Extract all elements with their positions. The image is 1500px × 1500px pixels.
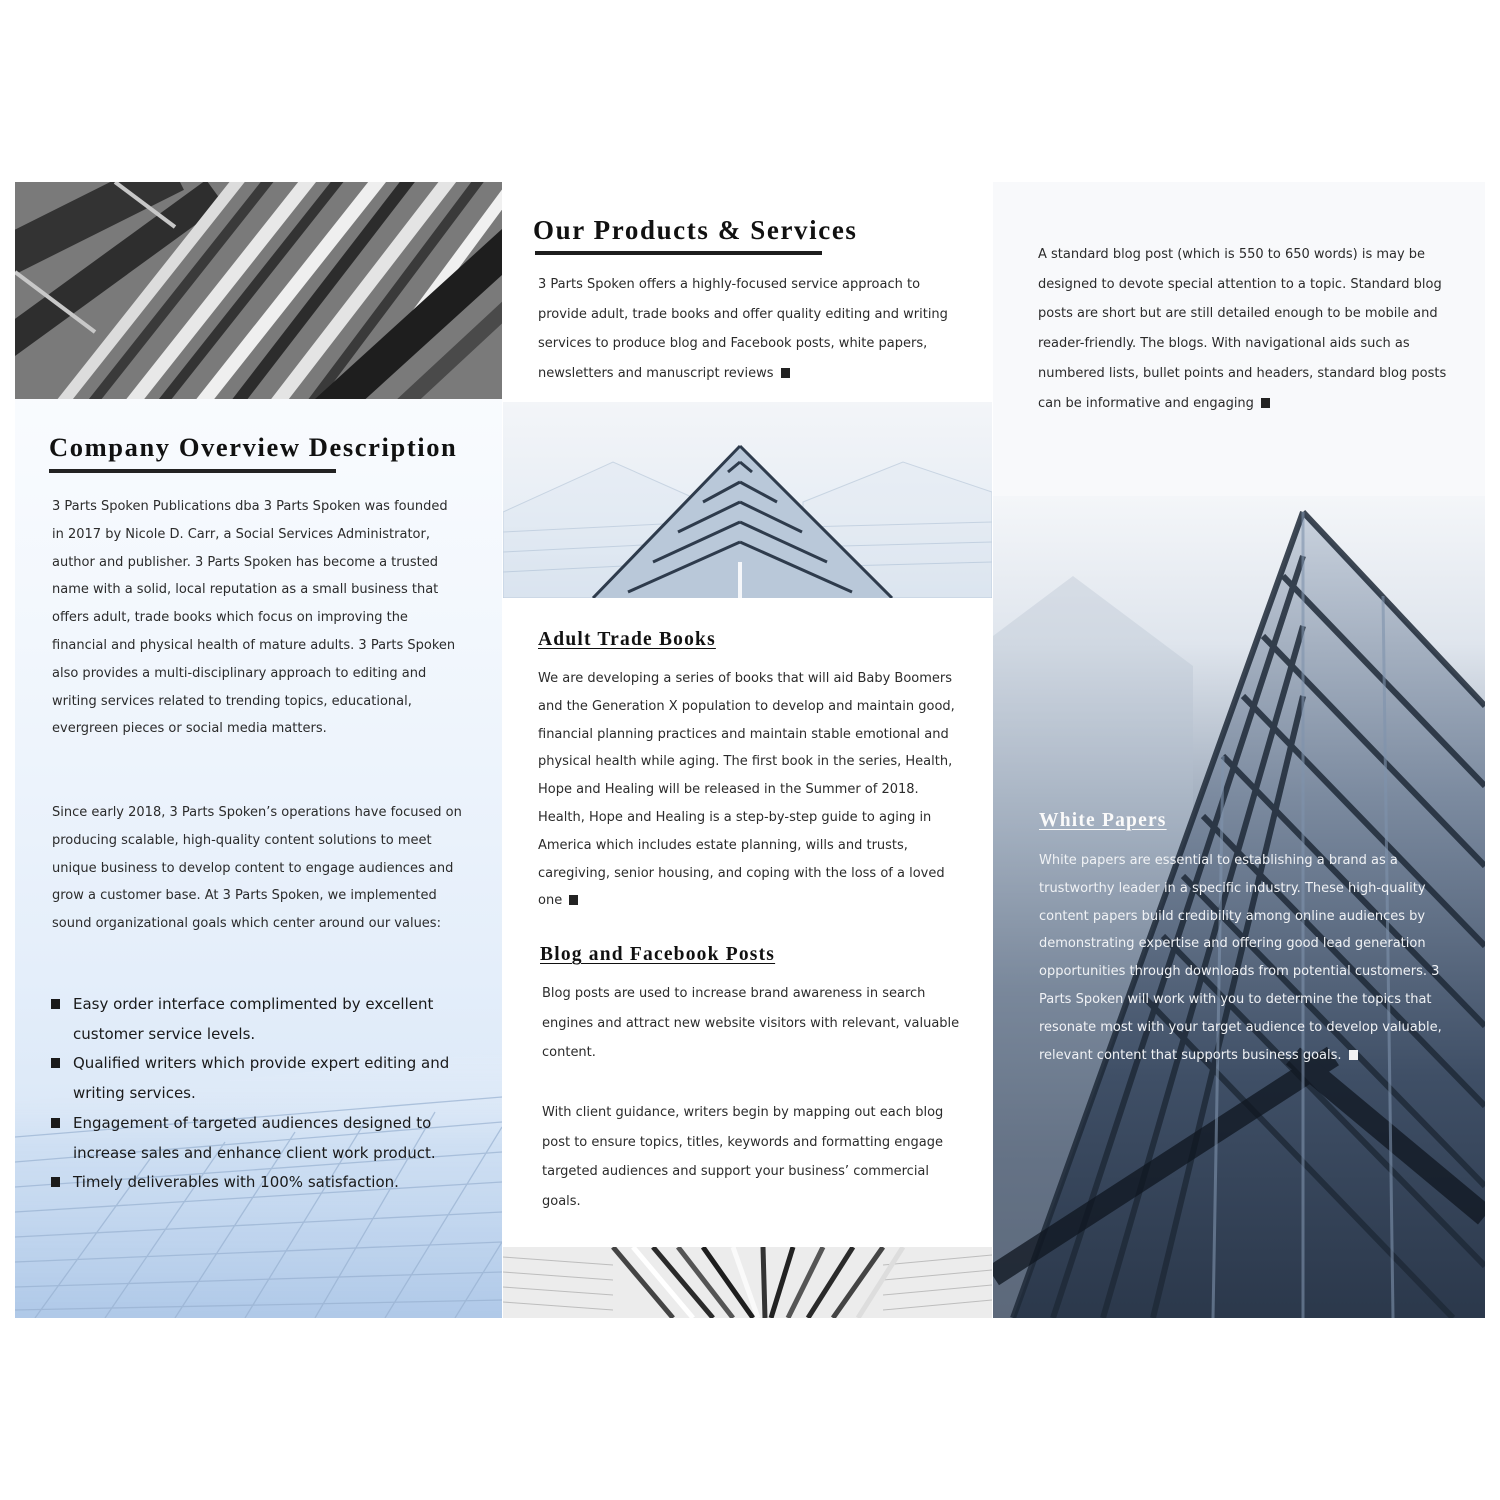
standard-blog-text: A standard blog post (which is 550 to 650 words) is may be designed to devote special attention to a topic. Standard blog posts are short but are still detailed enough to be mobile and reader-friendly. The blogs. With navigational aids such as numbered lists, bullet points and headers, standard blog posts can be informative and engaging [1038, 247, 1447, 411]
title-underline-rule [49, 469, 336, 473]
services-intro-paragraph [538, 270, 968, 389]
black-square-icon [781, 368, 790, 378]
section-title: Our Products & Services [533, 215, 858, 245]
value-text: Easy order interface complimented by excellent customer service levels. [73, 995, 434, 1043]
adult-trade-books-text: We are developing a series of books that will aid Baby Boomers and the Generation X population to develop and maintain good, financial planning practices and maintain stable emotional and physical health while aging. The first book in the series, Health, Hope and Healing will be released in the Summer of 2018. Health, Hope and Healing is a step-by-step guide to aging in America which includes estate planning, wills and trusts, caregiving, senior housing, and coping with the loss of a loved one [538, 671, 955, 909]
value-text: Timely deliverables with 100% satisfaction. [73, 1173, 399, 1192]
white-papers-paragraph [1039, 847, 1459, 1069]
products-services-panel [503, 182, 992, 1318]
blog-white-papers-panel [993, 182, 1485, 1318]
company-overview-panel [15, 182, 502, 1318]
company-intro-paragraph: 3 Parts Spoken Publications dba 3 Parts Spoken was founded in 2017 by Nicole D. Carr, a Social Services Administrator, author and publisher. 3 Parts Spoken has become a trusted name with a solid, local reputation as a small business that offers adult, trade books which focus on improving the financial and physical health of mature adults. 3 Parts Spoken also provides a multi-disciplinary approach to editing and writing services related to trending topics, educational, evergreen pieces or social media matters. [52, 499, 456, 737]
skyscraper-photo [503, 402, 992, 598]
blog-facebook-heading: Blog and Facebook Posts [540, 944, 776, 965]
black-square-bullet-icon [51, 1058, 60, 1068]
blog-paragraph-2: With client guidance, writers begin by mapping out each blog post to ensure topics, titles, keywords and formatting engage targeted audiences and support your business’ commercial goals. [542, 1105, 944, 1210]
list-item [51, 990, 491, 1049]
title-underline-rule [535, 251, 822, 255]
list-item [51, 1168, 491, 1198]
value-text: Engagement of targeted audiences designed to increase sales and enhance client work product. [73, 1113, 436, 1162]
black-square-bullet-icon [51, 1118, 60, 1128]
list-item [51, 1049, 491, 1108]
white-square-icon [1349, 1050, 1358, 1060]
black-square-bullet-icon [51, 1177, 60, 1187]
black-square-icon [569, 895, 578, 905]
list-item [51, 1109, 491, 1168]
white-papers-text: White papers are essential to establishing a brand as a trustworthy leader in a specific industry. These high-quality content papers build credibility among online audiences by demonstrating expertise and offering good lead generation opportunities through downloads from potential customers. 3 Parts Spoken will work with you to determine the topics that resonate most with your target audience to develop valuable, relevant content that supports business goals. [1039, 853, 1442, 1063]
black-square-icon [1261, 398, 1270, 408]
building-underside-photo [503, 1247, 992, 1318]
architecture-photo-grayscale [15, 182, 502, 399]
white-papers-heading: White Papers [1039, 810, 1167, 831]
adult-trade-books-paragraph [538, 665, 958, 915]
black-square-bullet-icon [51, 999, 60, 1009]
building-facade-image [15, 182, 502, 399]
value-text: Qualified writers which provide expert editing and writing services. [73, 1054, 450, 1103]
standard-blog-paragraph [1038, 240, 1458, 418]
adult-trade-books-heading: Adult Trade Books [538, 629, 716, 650]
page-title: Company Overview Description [49, 432, 458, 462]
blog-paragraph-1: Blog posts are used to increase brand awareness in search engines and attract new website visitors with relevant, valuable content. [542, 986, 960, 1061]
operations-paragraph: Since early 2018, 3 Parts Spoken’s operations have focused on producing scalable, high-quality content solutions to meet unique business to develop content to engage audiences and grow a customer base. At 3 Parts Spoken, we implemented sound organizational goals which center around our values: [52, 805, 462, 932]
values-list [51, 990, 491, 1198]
services-intro-text: 3 Parts Spoken offers a highly-focused service approach to provide adult, trade books and offer quality editing and writing services to produce blog and Facebook posts, white papers, newsletters and manuscript reviews [538, 277, 948, 382]
